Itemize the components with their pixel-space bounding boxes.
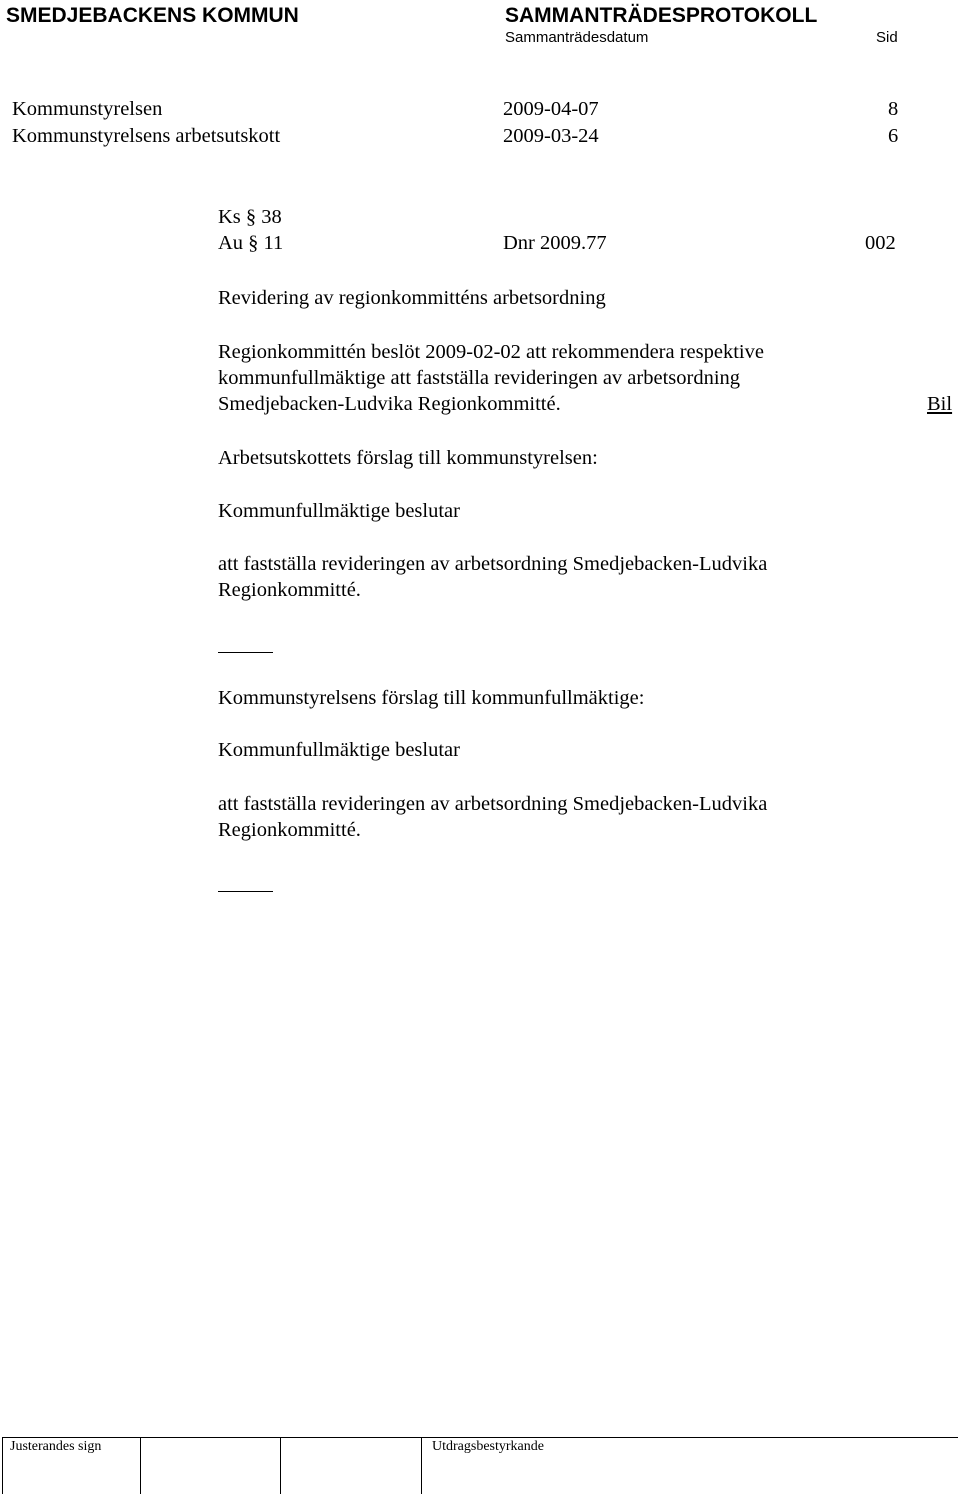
- decision-line: att fastställa revideringen av arbetsordning Smedjebacken-Ludvika: [218, 793, 768, 815]
- au-proposal-heading: Arbetsutskottets förslag till kommunstyrelsen:: [218, 447, 598, 469]
- footer-divider: [2, 1437, 3, 1494]
- decision-heading: Kommunfullmäktige beslutar: [218, 500, 460, 522]
- footer-top-rule: [2, 1437, 958, 1438]
- body-line: kommunfullmäktige att fastställa revideringen av arbetsordning: [218, 367, 741, 389]
- meeting-body: Kommunstyrelsen: [12, 98, 163, 120]
- decision-line: Regionkommitté.: [218, 819, 361, 841]
- au-paragraph: Au § 11: [218, 232, 284, 254]
- case-code: 002: [865, 232, 896, 254]
- body-line: Regionkommittén beslöt 2009-02-02 att rekommendera respektive: [218, 341, 764, 363]
- attachment-link[interactable]: Bil: [927, 393, 953, 415]
- footer-divider: [280, 1437, 281, 1494]
- decision-heading: Kommunfullmäktige beslutar: [218, 739, 460, 761]
- ks-proposal-heading: Kommunstyrelsens förslag till kommunfullmäktige:: [218, 687, 645, 709]
- diary-number: Dnr 2009.77: [503, 232, 607, 254]
- body-line: Smedjebacken-Ludvika Regionkommitté.: [218, 393, 561, 415]
- extract-label: Utdragsbestyrkande: [432, 1439, 544, 1454]
- item-title: Revidering av regionkommitténs arbetsordning: [218, 287, 606, 309]
- signature-label: Justerandes sign: [10, 1439, 102, 1454]
- meeting-page: 8: [888, 98, 899, 120]
- footer-divider: [140, 1437, 141, 1494]
- page-label: Sid: [876, 29, 898, 46]
- meeting-body: Kommunstyrelsens arbetsutskott: [12, 125, 281, 147]
- decision-line: att fastställa revideringen av arbetsordning Smedjebacken-Ludvika: [218, 553, 768, 575]
- decision-line: Regionkommitté.: [218, 579, 361, 601]
- footer-divider: [421, 1437, 422, 1494]
- document-type: SAMMANTRÄDESPROTOKOLL: [505, 4, 818, 27]
- meeting-date-label: Sammanträdesdatum: [505, 29, 649, 46]
- section-divider: [218, 891, 273, 892]
- ks-paragraph: Ks § 38: [218, 206, 282, 228]
- municipality-name: SMEDJEBACKENS KOMMUN: [6, 4, 299, 27]
- meeting-date: 2009-03-24: [503, 125, 599, 147]
- meeting-page: 6: [888, 125, 899, 147]
- meeting-date: 2009-04-07: [503, 98, 599, 120]
- section-divider: [218, 652, 273, 653]
